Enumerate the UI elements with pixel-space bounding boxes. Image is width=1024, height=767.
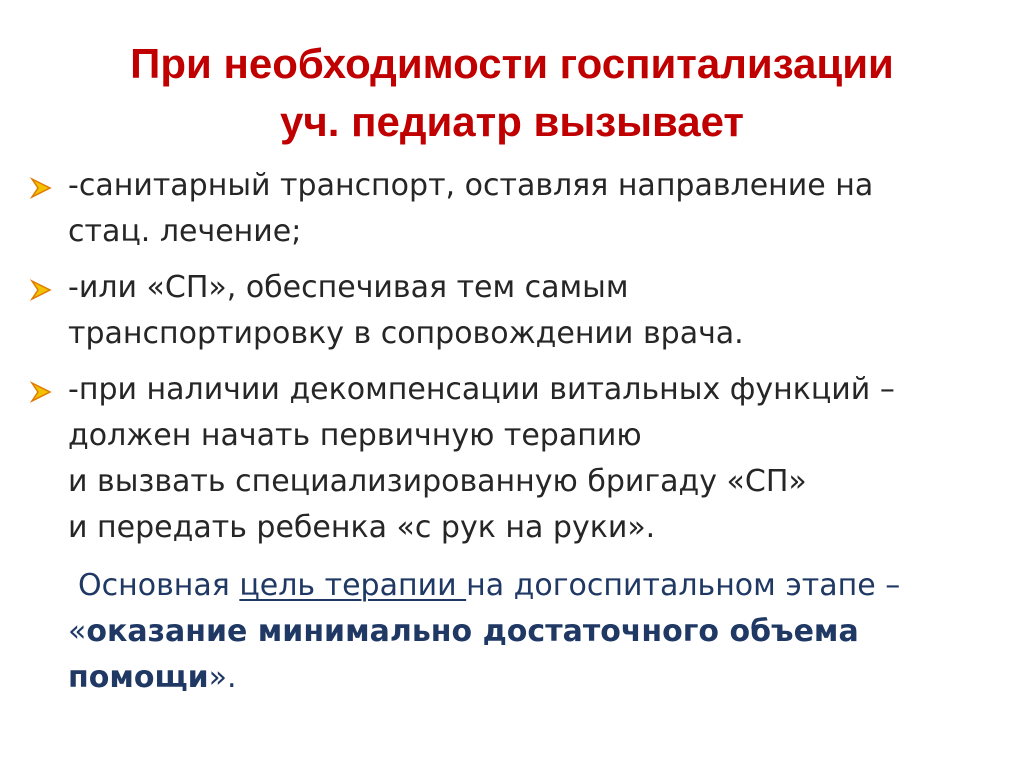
bullet-line: -при наличии декомпенсации витальных функций – <box>68 372 895 407</box>
therapy-goal-underlined: цель терапии <box>239 568 467 603</box>
bullet-line: -санитарный транспорт, оставляя направление на <box>68 168 874 203</box>
bullet-line: и вызвать специализированную бригаду «СП» <box>68 464 807 499</box>
bullet-line: должен начать первичную терапию <box>68 418 642 453</box>
therapy-goal-prefix: Основная <box>78 568 240 603</box>
slide-title-line-2: уч. педиатр вызывает <box>280 98 744 145</box>
arrow-bullet-icon <box>30 279 52 301</box>
therapy-goal-emphasis: оказание минимально достаточного объема <box>86 614 859 649</box>
therapy-goal-line-3 <box>68 660 237 696</box>
quote-close: ». <box>208 660 237 695</box>
therapy-goal-emphasis-end: помощи <box>68 660 209 695</box>
therapy-goal-line-1 <box>78 568 900 604</box>
quote-open: « <box>68 614 87 649</box>
arrow-bullet-icon <box>30 177 52 199</box>
bullet-line: -или «СП», обеспечивая тем самым <box>68 270 629 305</box>
therapy-goal-suffix: на догоспитальном этапе – <box>466 568 901 603</box>
slide-title-line-1: При необходимости госпитализации <box>130 40 894 87</box>
arrow-bullet-icon <box>30 381 52 403</box>
therapy-goal-line-2 <box>68 614 859 650</box>
bullet-line: транспортировку в сопровождении врача. <box>68 316 744 351</box>
bullet-line: и передать ребенка «с рук на руки». <box>68 510 656 545</box>
bullet-line: стац. лечение; <box>68 214 302 249</box>
